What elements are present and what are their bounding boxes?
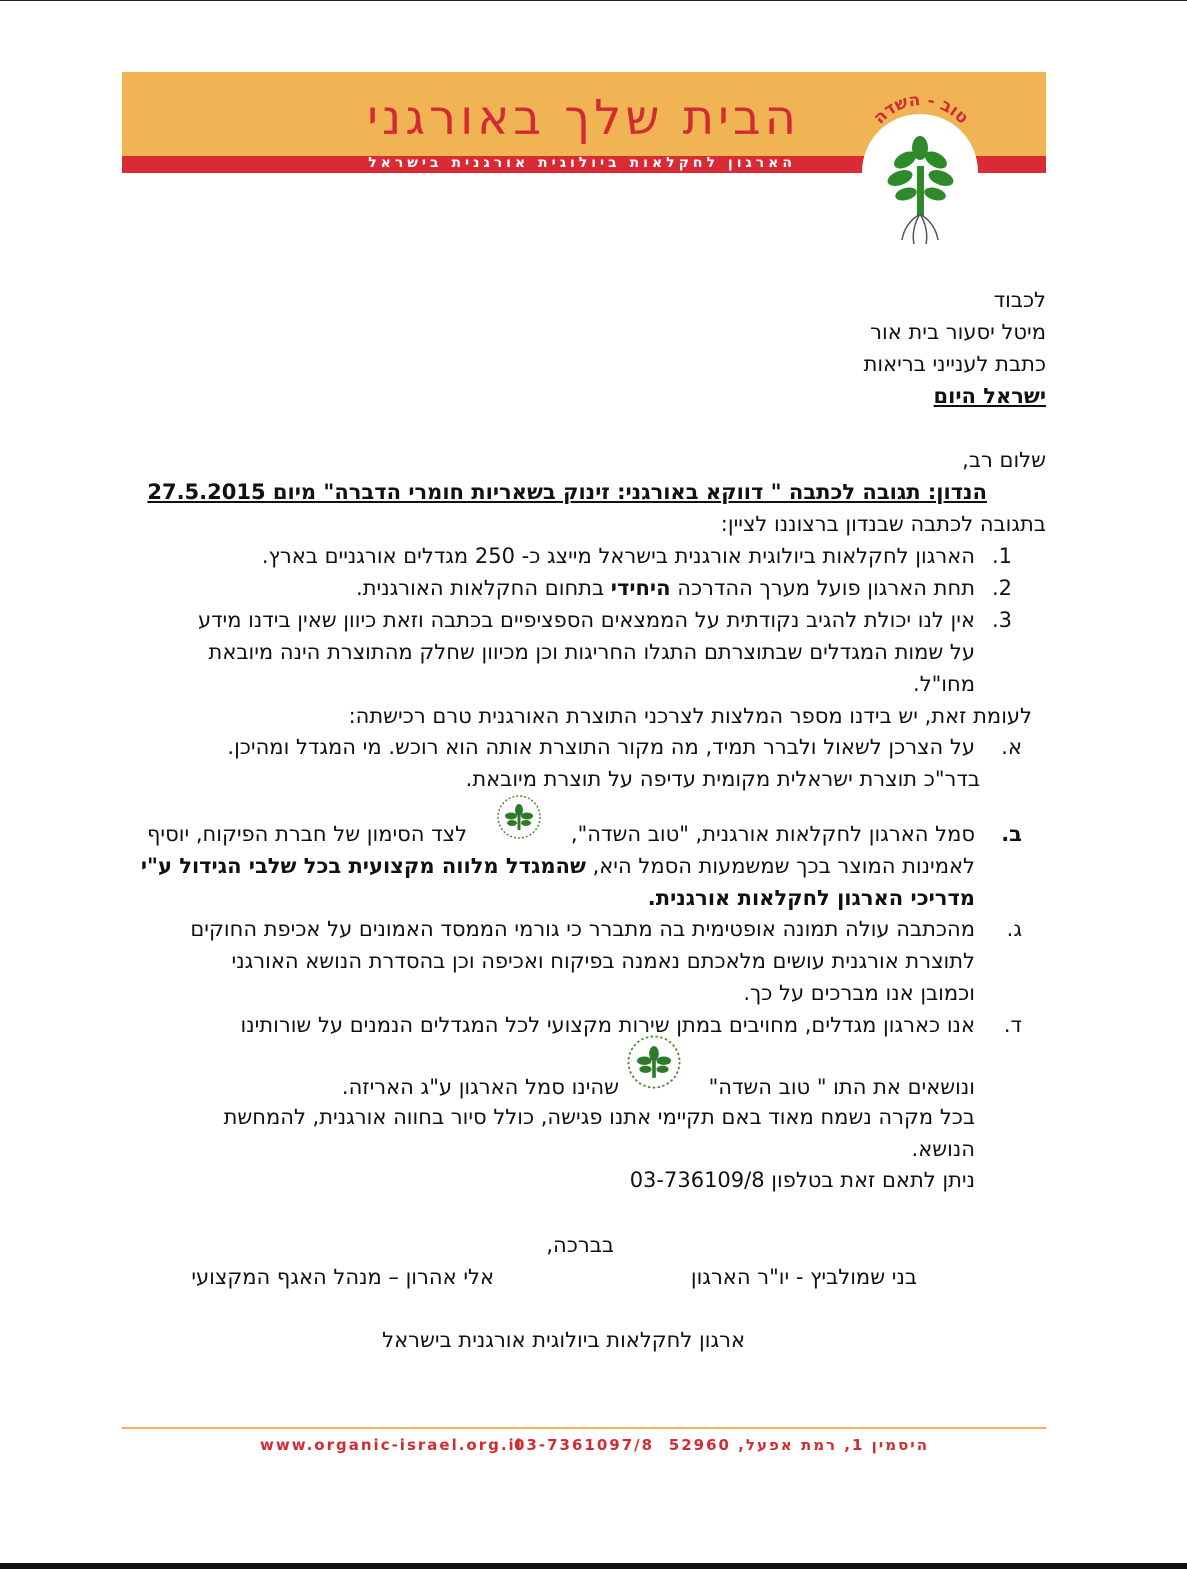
item-b-line-1-right: סמל הארגון לחקלאות אורגנית, "טוב השדה",: [570, 822, 975, 846]
item-d-line-1: אנו כארגון מגדלים, מחויבים במתן שירות מקצועי לכל המגדלים הנמנים על שורותינו: [240, 1013, 975, 1037]
regards: בברכה,: [546, 1233, 614, 1257]
item-b-line-2: לאמינות המוצר בכך שמשמעות הסמל היא, שהמגדל מלווה מקצועית בכל שלבי הגידול ע"י: [140, 854, 975, 878]
closing-line-2: הנושא.: [911, 1137, 975, 1161]
item-b-line-3: מדריכי הארגון לחקלאות אורגנית.: [647, 886, 975, 910]
list-number-2: 2.: [991, 576, 1012, 600]
header-title: הבית שלך באורגני: [367, 90, 800, 146]
item-c-line-2: לתוצרת אורגנית עושים מלאכתם נאמנה בפיקוח ואכיפה וכן בהסדרת הנושא האורגני: [231, 949, 975, 973]
item-c-line-3: וכמובן אנו מברכים על כך.: [743, 981, 975, 1005]
organization-name: ארגון לחקלאות ביולוגית אורגנית בישראל: [382, 1328, 745, 1352]
tov-hasade-stamp-icon-2: [626, 1034, 682, 1090]
tov-hasade-logo: [858, 88, 982, 248]
subject-line: הנדון: תגובה לכתבה " דווקא באורגני: זינוק בשאריות חומרי הדברה" מיום 27.5.2015: [147, 480, 987, 504]
item-a-line-1: על הצרכן לשאול ולברר תמיד, מה מקור התוצרת אותה הוא רוכש. מי המגדל ומהיכן.: [227, 735, 975, 759]
item-a-line-2: בדר"כ תוצרת ישראלית מקומית עדיפה על תוצרת מיובאת.: [465, 767, 980, 791]
list-item-2: תחת הארגון פועל מערך ההדרכה היחידי בתחום החקלאות האורגנית.: [356, 576, 975, 600]
list-item-3-line-1: אין לנו יכולת להגיב נקודתית על הממצאים הספציפיים בכתבה וזאת כיוון שאין בידנו מידע: [197, 608, 975, 632]
list-item-3-line-2: על שמות המגדלים שבתוצרתם התגלו החריגות וכן מכיוון שחלק מהתוצרת הינה מיובאת: [208, 640, 975, 664]
addressee-line-3: כתבת לענייני בריאות: [863, 352, 1046, 376]
list-item-1: הארגון לחקלאות ביולוגית אורגנית בישראל מייצג כ- 250 מגדלים אורגניים בארץ.: [261, 544, 975, 568]
recommendations-intro: לעומת זאת, יש בידנו מספר המלצות לצרכני התוצרת האורגנית טרם רכישתה:: [348, 704, 1032, 728]
logo-text: טוב - השדה: [869, 90, 973, 129]
header-subtitle: הארגון לחקלאות ביולוגית אורגנית בישראל: [368, 155, 796, 171]
top-border: [0, 0, 1187, 1]
closing-line-1: בכל מקרה נשמח מאוד באם תקיימי אתנו פגישה, כולל סיור בחווה אורגנית, להמחשת: [223, 1105, 975, 1129]
item-b-line-1-left: לצד הסימון של חברת הפיקוח, יוסיף: [147, 822, 468, 846]
closing-line-3: ניתן לתאם זאת בטלפון 03-736109/8: [629, 1168, 975, 1192]
addressee-line-4: ישראל היום: [933, 384, 1046, 408]
list-number-3: 3.: [991, 608, 1012, 632]
signatory-chairman: בני שמולביץ - יו"ר הארגון: [690, 1265, 917, 1289]
addressee-line-1: לכבוד: [993, 288, 1046, 312]
addressee-line-2: מיטל יסעור בית אור: [870, 320, 1046, 344]
item-a-label: א.: [1001, 735, 1022, 759]
footer-phone: 03-7361097/8: [514, 1436, 655, 1454]
item-b-label: ב.: [1001, 822, 1022, 846]
item-c-label: ג.: [1006, 917, 1022, 941]
greeting: שלום רב,: [962, 448, 1046, 472]
list-number-1: 1.: [991, 544, 1012, 568]
item-d-label: ד.: [1003, 1013, 1022, 1037]
item-d-line-2-left: שהינו סמל הארגון ע"ג האריזה.: [341, 1075, 619, 1099]
signatory-professional-manager: אלי אהרון – מנהל האגף המקצועי: [191, 1265, 494, 1289]
item-c-line-1: מהכתבה עולה תמונה אופטימית בה מתברר כי גורמי הממסד האמונים על אכיפת החוקים: [190, 917, 975, 941]
footer-address: היסמין 1, רמת אפעל, 52960: [668, 1436, 929, 1454]
tov-hasade-stamp-icon: [496, 794, 542, 840]
bottom-border: [0, 1563, 1187, 1569]
intro-line: בתגובה לכתבה שבנדון ברצוננו לציין:: [720, 512, 1046, 536]
footer-divider: [122, 1427, 1046, 1429]
list-item-3-line-3: מחו"ל.: [913, 672, 975, 696]
item-d-line-2-right: ונושאים את התו " טוב השדה": [708, 1075, 975, 1099]
footer-website: www.organic-israel.org.il: [260, 1436, 523, 1454]
